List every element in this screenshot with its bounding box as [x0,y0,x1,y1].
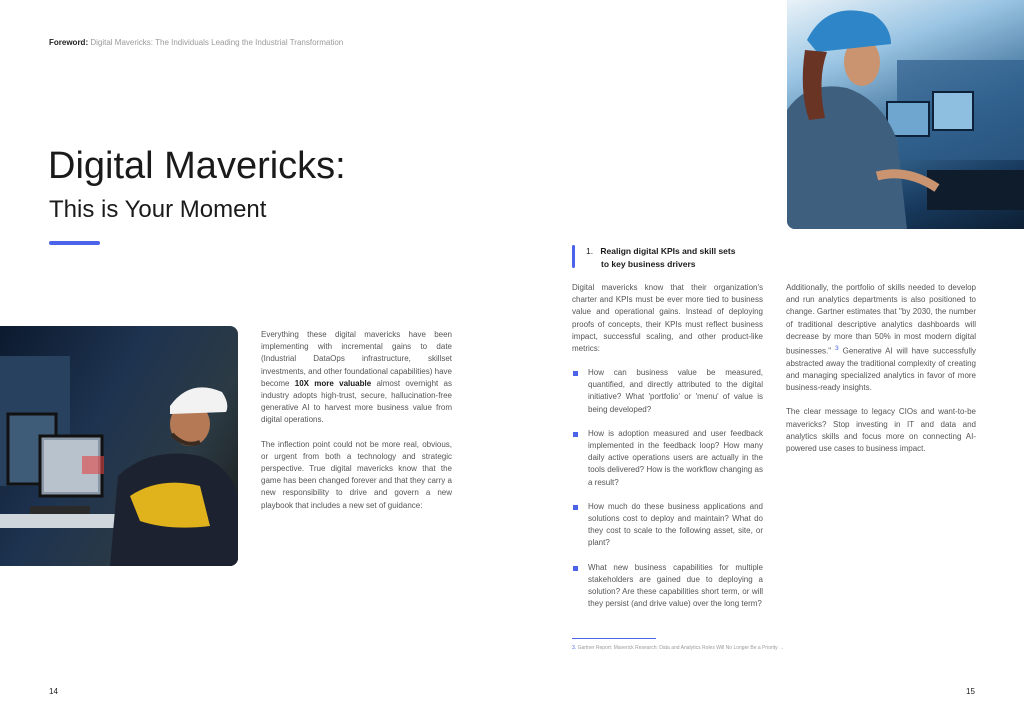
engineer-illustration [787,0,1024,229]
section-number: 1. [586,246,594,256]
page-number-right: 15 [966,687,975,696]
column-1-intro: Digital mavericks know that their organization's charter and KPIs must be ever more tied to business value and operational gains. Instead of deploying proofs of concepts, their KPIs must reflect business impact, successful scaling, and other product-like metrics: [572,283,763,354]
footnote-number: 3. [572,645,577,651]
page-title: Digital Mavericks: [48,145,346,187]
col2-paragraph-1: Additionally, the portfolio of skills needed to develop and run analytics departments is also positioned to change. Gartner estimates that "by 2030, the number of traditional descriptive analytics dashboards will decrease by more than 50% in most modern digital businesses." $^3$ Generative AI will have successfully abstracted away the traditional complexity of creating and managing specialized analytics in favor of more business-ready insights. [786,283,976,393]
left-paragraph-1: Everything these digital mavericks have been implementing with incremental gains to date (Industrial DataOps infrastructure, skillset investments, and other foundational capabilities) have become 10X more valuable almost overnight as industry adopts high-trust, secure, hallucination-free generative AI to harvest more business value from digital operations. [261,330,453,425]
screen-highlight [82,456,104,474]
column-2-text [786,282,976,467]
left-paragraph-2: The inflection point could not be more real, obvious, or urgent from both a technology and strategic perspective. True digital mavericks know that the game has been changed forever and that they carry a new responsibility to drive and govern a new playbook that includes a new set of guidance: [261,439,452,510]
bg-monitor-2 [933,92,973,130]
list-item: What new business capabilities for multiple stakeholders are gained due to deploying a solution? Are these capabilities short term, or will they persist (and drive value) over the long term? [572,562,763,611]
section-accent-bar [572,245,575,268]
list-item: How much do these business applications and solutions cost to deploy and maintain? What do they cost to scale to the following asset, site, or plant? [572,501,763,550]
page-subtitle: This is Your Moment [49,196,267,223]
foreword-kicker [49,38,343,47]
engineer-hair [803,50,827,120]
list-item: How can business value be measured, quantified, and directly attributed to the digital initiative? What 'portfolio' or 'menu' of value is being developed? [572,367,763,416]
section-heading: 1. Realign digital KPIs and skill sets to key business drivers [586,246,736,269]
list-item: How is adoption measured and user feedback implemented in the feedback loop? How many daily active operations users are actually in the tools delivered? How is the workflow changing as a result? [572,428,763,489]
footnote[interactable] [572,645,784,651]
footnote-ref[interactable]: 3 [835,345,839,353]
bullet-marker [573,505,578,510]
emphasis-10x: 10X more valuable [294,378,372,388]
control-room-photo [0,326,238,566]
bullet-marker [573,371,578,376]
keyboard [30,506,90,514]
hard-hat [170,387,227,414]
kicker-label: Foreword: [49,38,89,47]
col2-paragraph-2: The clear message to legacy CIOs and want-to-be mavericks? Stop investing in IT and data and analytics skills and focus more on connecting AI-powered use cases to business impact. [786,407,976,454]
footnote-link[interactable]: Gartner Report: Maverick Research: Data and Analytics Roles Will No Longer Be a Priority → [577,645,785,651]
control-room-illustration [0,326,238,566]
title-accent-bar [49,241,100,245]
control-console [927,170,1024,210]
page-number-left: 14 [49,687,58,696]
jacket-stripe [130,483,210,528]
footnote-rule [572,638,656,639]
left-body-text [261,329,452,524]
engineer-photo [787,0,1024,229]
bullet-marker [573,566,578,571]
bg-monitor-1 [887,102,929,136]
kpi-bullet-list [572,367,763,622]
bullet-marker [573,432,578,437]
kicker-text: Digital Mavericks: The Individuals Leading the Industrial Transformation [90,38,344,47]
blue-hard-hat [807,10,891,52]
